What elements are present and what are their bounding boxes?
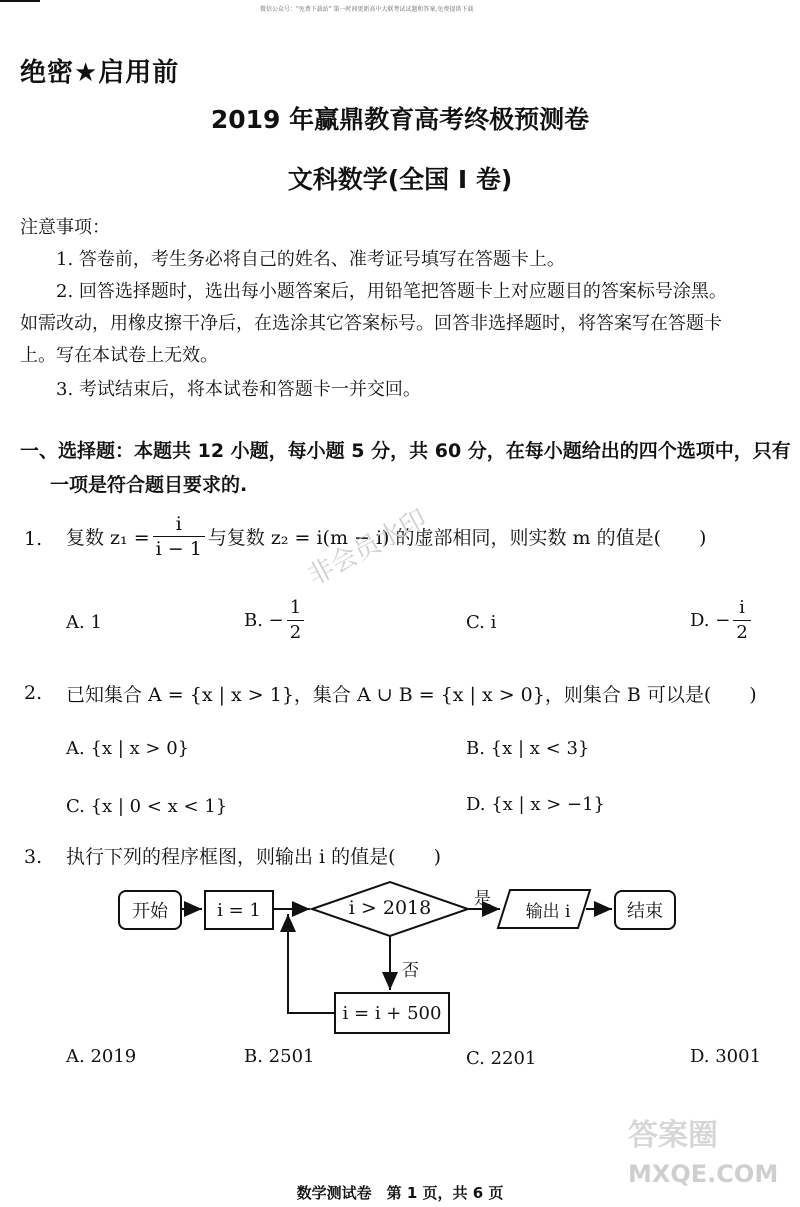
watermark-diagonal: 非会员水印 <box>302 504 432 592</box>
q1-option-b <box>244 596 307 645</box>
notice-item-2-cont2: 上。写在本试卷上无效。 <box>20 345 218 366</box>
q1-option-b-prefix: B. − <box>244 610 284 631</box>
q1-option-b-num: 1 <box>287 596 304 621</box>
q2-option-d: D. {x | x > −1} <box>466 794 606 815</box>
exam-subtitle: 文科数学(全国 I 卷) <box>287 165 513 194</box>
q1-number: 1. <box>24 528 43 550</box>
q3-number: 3. <box>24 846 43 868</box>
q1-option-b-frac <box>287 596 304 645</box>
q2-number: 2. <box>24 682 43 704</box>
exam-title: 2019 年赢鼎教育高考终极预测卷 <box>210 105 590 134</box>
flow-start: 开始 <box>118 890 182 930</box>
page-footer: 数学测试卷 第 1 页，共 6 页 <box>296 1184 504 1202</box>
q1-option-d-den: 2 <box>736 622 748 643</box>
q1-option-d-num: i <box>733 596 750 621</box>
top-note: 微信公众号："免费下载站" 第一时间更新高中大联考试试题和答案,免费提供下载 <box>260 6 474 13</box>
q1-frac-num: i <box>153 512 205 537</box>
notice-item-1: 1. 答卷前，考生务必将自己的姓名、准考证号填写在答题卡上。 <box>56 249 565 270</box>
q1-option-d-frac <box>733 596 750 645</box>
top-rule <box>0 0 40 2</box>
flow-end: 结束 <box>614 890 676 930</box>
watermark-url: MXQE.COM <box>628 1160 779 1188</box>
q3-option-a: A. 2019 <box>66 1046 137 1067</box>
q1-option-a: A. 1 <box>66 612 102 633</box>
notice-item-2: 2. 回答选择题时，选出每小题答案后，用铅笔把答题卡上对应题目的答案标号涂黑。 <box>56 281 727 302</box>
notice-item-2-cont: 如需改动，用橡皮擦干净后，在选涂其它答案标号。回答非选择题时，将答案写在答题卡 <box>20 313 722 334</box>
q3-stem: 执行下列的程序框图，则输出 i 的值是( ) <box>66 846 441 868</box>
section-heading-cont: 一项是符合题目要求的. <box>50 474 248 496</box>
q2-option-b: B. {x | x < 3} <box>466 738 590 759</box>
watermark-logo: 答案圈 <box>628 1118 718 1153</box>
q1-option-b-den: 2 <box>289 622 302 643</box>
q2-option-a: A. {x | x > 0} <box>66 738 190 759</box>
q1-option-d-prefix: D. − <box>690 610 731 631</box>
q2-option-c: C. {x | 0 < x < 1} <box>66 796 228 817</box>
secret-label: 绝密★启用前 <box>20 58 180 88</box>
flow-output: 输出 i <box>525 902 571 922</box>
q1-frac-den: i − 1 <box>155 538 202 560</box>
section-heading: 一、选择题：本题共 12 小题，每小题 5 分，共 60 分，在每小题给出的四个选项中，只有 <box>20 440 791 462</box>
q1-stem-post: 与复数 z₂ = i(m − i) 的虚部相同，则实数 m 的值是( ) <box>207 527 707 549</box>
q1-stem-pre: 复数 z₁ = <box>66 527 150 549</box>
q3-option-d: D. 3001 <box>690 1046 762 1067</box>
flow-yes-label: 是 <box>474 889 491 909</box>
flow-condition: i > 2018 <box>348 897 432 919</box>
q3-option-b: B. 2501 <box>244 1046 315 1067</box>
notice-item-3: 3. 考试结束后，将本试卷和答题卡一并交回。 <box>56 379 421 400</box>
flow-init: i = 1 <box>204 890 274 930</box>
flow-no-label: 否 <box>402 961 419 981</box>
q1-option-d <box>690 596 754 645</box>
q2-stem: 已知集合 A = {x | x > 1}，集合 A ∪ B = {x | x > 0}，则集合 B 可以是( ) <box>66 684 757 706</box>
q1-fraction <box>153 512 205 561</box>
flow-update: i = i + 500 <box>334 992 450 1034</box>
q1-option-c: C. i <box>466 612 497 633</box>
q3-option-c: C. 2201 <box>466 1048 537 1069</box>
notice-heading: 注意事项： <box>20 217 110 238</box>
